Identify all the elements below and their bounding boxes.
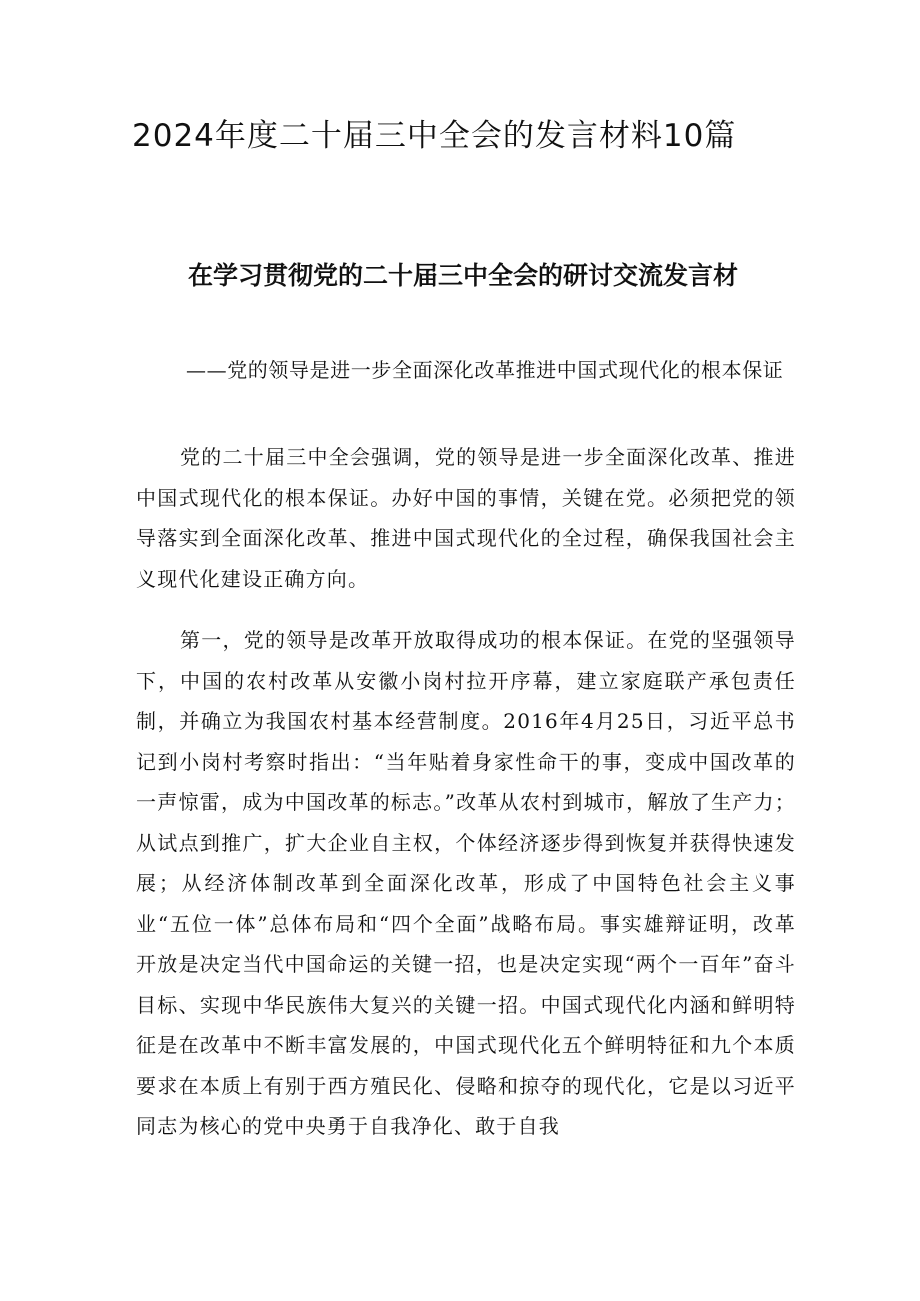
body-paragraph-2: 第一，党的领导是改革开放取得成功的根本保证。在党的坚强领导下，中国的农村改革从安徽小岗村拉开序幕，建立家庭联产承包责任制，并确立为我国农村基本经营制度。2016年4月25日，习近平总书记到小岗村考察时指出：“当年贴着身家性命干的事，变成中国改革的一声惊雷，成为中国改革的标志。”改革从农村到城市，解放了生产力；从试点到推广，扩大企业自主权，个体经济逐步得到恢复并获得快速发展；从经济体制改革到全面深化改革，形成了中国特色社会主义事业“五位一体”总体布局和“四个全面”战略布局。事实雄辩证明，改革开放是决定当代中国命运的关键一招，也是决定实现“两个一百年”奋斗目标、实现中华民族伟大复兴的关键一招。中国式现代化内涵和鲜明特征是在改革中不断丰富发展的，中国式现代化五个鲜明特征和九个本质要求在本质上有别于西方殖民化、侵略和掠夺的现代化，它是以习近平同志为核心的党中央勇于自我净化、敢于自我	[136, 628, 796, 1138]
article-subtitle: ——党的领导是进一步全面深化改革推进中国式现代化的根本保证	[186, 358, 784, 382]
body-paragraph-1: 党的二十届三中全会强调，党的领导是进一步全面深化改革、推进中国式现代化的根本保证。办好中国的事情，关键在党。必须把党的领导落实到全面深化改革、推进中国式现代化的全过程，确保我国社会主义现代化建设正确方向。	[136, 445, 796, 591]
document-title: 2024年度二十届三中全会的发言材料10篇	[132, 118, 737, 154]
article-title: 在学习贯彻党的二十届三中全会的研讨交流发言材	[187, 261, 738, 290]
